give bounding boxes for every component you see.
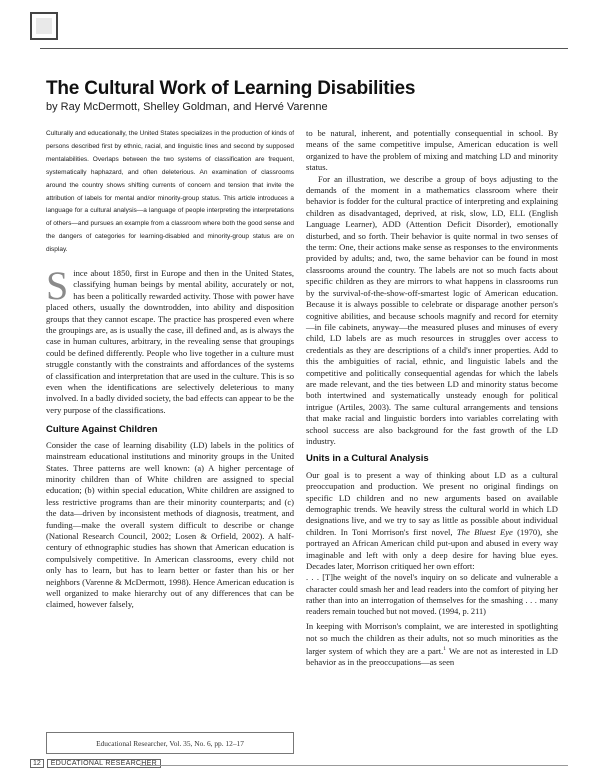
corner-box-ornament <box>30 12 58 40</box>
paragraph-goal: Our goal is to present a way of thinking about LD as a cultural preoccupation and production. We present no original findings on specific LD children and no new arguments based on available demographic trends. We heavily stress the cultural world in which LD designations live, and we try to say as little as possible about individual children. In Toni Morrison's first novel, The Bluest Eye (1970), she portrayed an African American child put-upon and abused in every way imaginable and left with only a deep desire for having blue eyes. Decades later, Morrison critiqued her own effort: <box>306 469 559 572</box>
book-title: The Bluest Eye <box>456 526 513 537</box>
paragraph-illustration: For an illustration, we describe a group of boys adjusting to the demands of the moment in a mathematics classroom where their behavior is fodder for the cultural practice of interpreting and explaining children as disadvantaged, deprived, at risk, slow, LD, ELL (English Language Learner), ADD (Attention Deficit Disorder), emotionally disturbed, and so forth. Their behavior is quite normal in two senses of the term: One, their actions make sense as responses to the environments provided by adults; and, two, the same behavior can be found in most classrooms around the country. The labels are not so much facts about specific children as they are mirrors to what happens in classrooms run by the survival-of-the-show-off-smartest logic of American education. Because it is always possible to celebrate or disparage another person's cognitive abilities, and because schools magnify and record for eternity—in file cabinets, anyway—the measured pluses and minuses of every child, LD labels are as much resources in struggles over access to credentials as they are descriptions of a child's inner properties. Add to this the ambiguities of racial, ethnic, and linguistic labels and the competitive and politically consequential agendas for which the labels are made relevant, and the ties between LD and minority status become both intertwined and systematically unsteady enough for political intrigue (Artiles, 2003). The same cultural arrangements and tensions that make racial and linguistic borders into variables correlating with school success are also background for the fast growth of the LD industry. <box>306 173 558 446</box>
journal-name: EDUCATIONAL RESEARCHER <box>47 759 161 768</box>
header-rule <box>40 48 568 49</box>
left-column <box>46 263 294 611</box>
article-title: The Cultural Work of Learning Disabilities <box>46 78 416 99</box>
section-heading-units: Units in a Cultural Analysis <box>306 453 429 465</box>
section-heading-culture: Culture Against Children <box>46 424 158 436</box>
intro-text: ince about 1850, first in Europe and then in the United States, classifying human beings by mental ability, accurately or not, has been a politically rewarded activity. Those with power have placed others, usually the downtrodden, into ability and disposition groups that they cannot escape. The practice has prospered even where the groupings are, as is usually the case, ill defined and, as is always the case in human cultures, arbitrary, in the revealing sense that groupings could be defined differently. People who live together in a culture must struggle constantly with the constraints and affordances of the systems of classification and interpretation that are used in the culture. This is so even when the identifications are selectively deleterious to many involved. In a badly divided society, the bad effects can appear to be the very purpose of the classifications. <box>46 268 294 415</box>
article-authors: by Ray McDermott, Shelley Goldman, and Hervé Varenne <box>46 101 328 113</box>
paragraph-continuation: to be natural, inherent, and potentially consequential in school. By means of the same competitive impulse, American education is well organized to have the problem of mixing and matching LD and minority status. <box>306 128 558 173</box>
block-quote: . . . [T]he weight of the novel's inquiry on so delicate and vulnerable a character could smash her and lead readers into the comfort of pitying her rather than into an interrogation of themselves for the smashing . . . many readers remain touched but not moved. (1994, p. 211) <box>306 573 558 617</box>
drop-cap: S <box>46 263 69 308</box>
abstract: Culturally and educationally, the United States specializes in the production of kinds of persons described first by ethnic, racial, and linguistic lines and second by supposed mentalabilities. Overlaps between the two systems of classification are frequent, systematically haphazard, and often deleterious. An examination of classrooms around the country shows shifting currents of concern and tension that invite the attribution of labels for mental and/or minority-group status. This article introduces a language for a cultural analysis—a language of people interpreting the interpretations of others—and pursues an example from a classroom where both the good sense and the dangers of categories for learning-disabled and minority-group status are on display. <box>46 130 294 254</box>
footnote-marker: 1 <box>443 646 447 653</box>
citation-box: Educational Researcher, Vol. 35, No. 6, pp. 12–17 <box>46 732 294 754</box>
page-footer <box>30 759 161 768</box>
footer-rule <box>140 765 568 766</box>
section-paragraph: Consider the case of learning disability (LD) labels in the politics of mainstream educational institutions and minority groups in the United States. Three patterns are well known: (a) A higher percentage of minority children than of White children are assigned to special education; (b) within special education, White children are assigned to less restrictive programs than are their minority counterparts; and (c) the data—driven by inconsistent methods of diagnosis, treatment, and funding—make the overall system difficult to describe or change (National Research Council, 2002; Losen & Orfield, 2002). A half-century of ethnographic studies has shown that American education is compulsively competitive. In American classrooms, every child not only has to learn, but has to learn better or faster than his or her neighbors (Varenne & McDermott, 1998). Hence American education is well organized to make hierarchy out of any differences that can be claimed, however falsely, <box>46 439 294 610</box>
page-number: 12 <box>30 759 44 768</box>
intro-paragraph <box>46 263 294 416</box>
right-column <box>306 128 558 669</box>
paragraph-morrison: In keeping with Morrison's complaint, we are interested in spotlighting not so much the children as their adults, not so much minorities as the larger system of which they are a part.$^1$ We are not as interested in LD behavior as in the preoccupations—as seen <box>306 621 559 668</box>
